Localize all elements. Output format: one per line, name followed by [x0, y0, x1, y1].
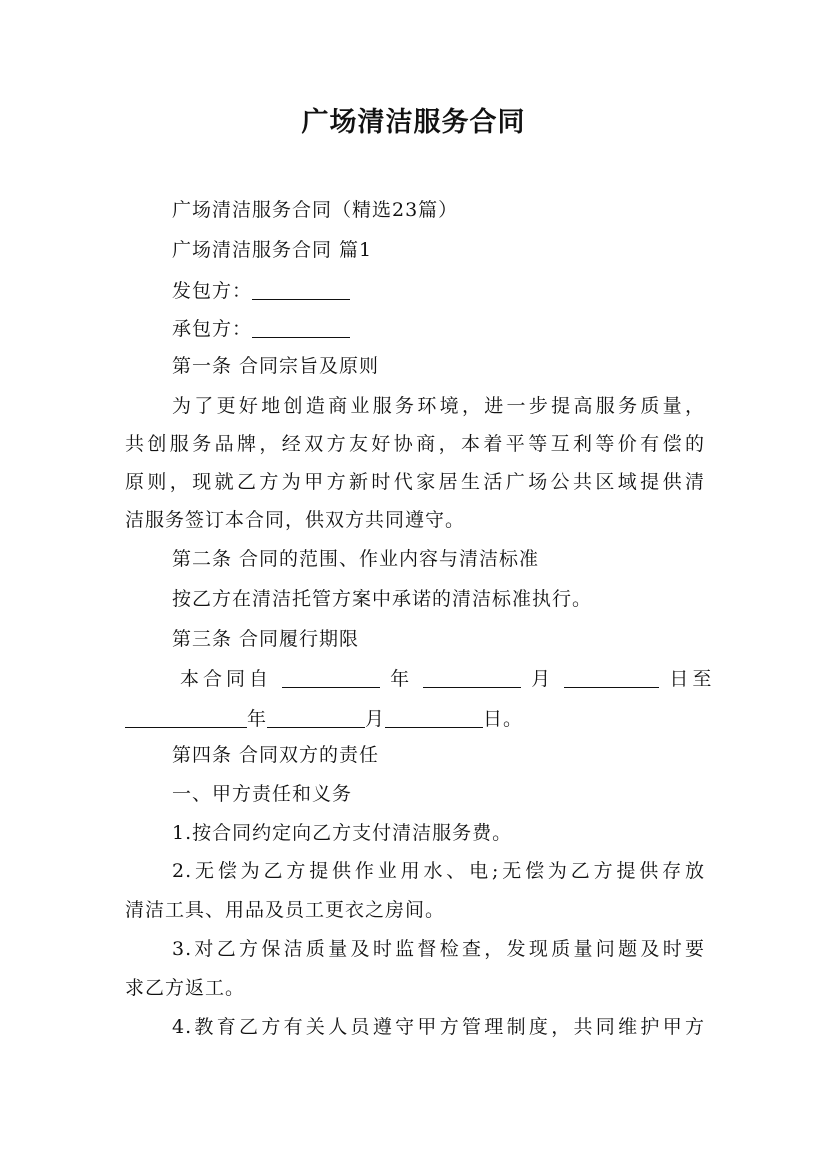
item-2-line: 清洁工具、用品及员工更衣之房间。 [125, 899, 446, 921]
party-b-blank [252, 319, 350, 338]
party-a-line [172, 281, 705, 301]
item-1: 1.按合同约定向乙方支付清洁服务费。 [172, 822, 513, 844]
start-month-blank [423, 669, 521, 688]
item-3-line: 3.对乙方保洁质量及时监督检查，发现质量问题及时要 [172, 938, 705, 960]
party-b-line [172, 319, 705, 339]
party-a-blank [252, 281, 350, 300]
term-year-label: 年 [390, 668, 414, 690]
article-1-paragraph-line: 为了更好地创造商业服务环境，进一步提高服务质量， [172, 395, 705, 417]
term-month2-label: 月 [365, 708, 386, 730]
term-day-end-label: 日。 [483, 708, 524, 730]
item-2-line: 2.无偿为乙方提供作业用水、电;无偿为乙方提供存放 [172, 860, 705, 882]
start-year-blank [282, 669, 380, 688]
term-line-2 [125, 709, 705, 729]
term-year2-label: 年 [247, 708, 268, 730]
article-2-paragraph: 按乙方在清洁托管方案中承诺的清洁标准执行。 [172, 588, 593, 610]
party-a-label: 发包方： [172, 280, 253, 302]
article-1-paragraph-line: 原则，现就乙方为甲方新时代家居生活广场公共区域提供清 [125, 471, 705, 493]
article-1-paragraph-line: 洁服务签订本合同，供双方共同遵守。 [125, 509, 466, 531]
end-month-blank [267, 709, 365, 728]
item-3-line: 求乙方返工。 [125, 977, 246, 999]
end-day-blank [385, 709, 483, 728]
section-1-heading: 一、甲方责任和义务 [172, 783, 353, 805]
end-year-blank [125, 709, 247, 728]
chapter-heading: 广场清洁服务合同 篇1 [172, 239, 373, 261]
article-2-heading: 第二条 合同的范围、作业内容与清洁标准 [172, 548, 540, 570]
term-prefix: 本合同自 [180, 668, 273, 690]
term-line-1 [180, 668, 716, 690]
article-3-heading: 第三条 合同履行期限 [172, 628, 360, 650]
article-1-heading: 第一条 合同宗旨及原则 [172, 355, 380, 377]
document-title: 广场清洁服务合同 [301, 107, 526, 138]
term-day-to-label: 日至 [669, 668, 716, 690]
item-4-line: 4.教育乙方有关人员遵守甲方管理制度，共同维护甲方 [172, 1016, 705, 1038]
party-b-label: 承包方： [172, 318, 253, 340]
document-subtitle: 广场清洁服务合同（精选23篇） [172, 199, 459, 221]
term-month-label: 月 [531, 668, 555, 690]
article-1-paragraph-line: 共创服务品牌，经双方友好协商，本着平等互利等价有偿的 [125, 433, 705, 455]
start-day-blank [564, 669, 659, 688]
article-4-heading: 第四条 合同双方的责任 [172, 744, 380, 766]
